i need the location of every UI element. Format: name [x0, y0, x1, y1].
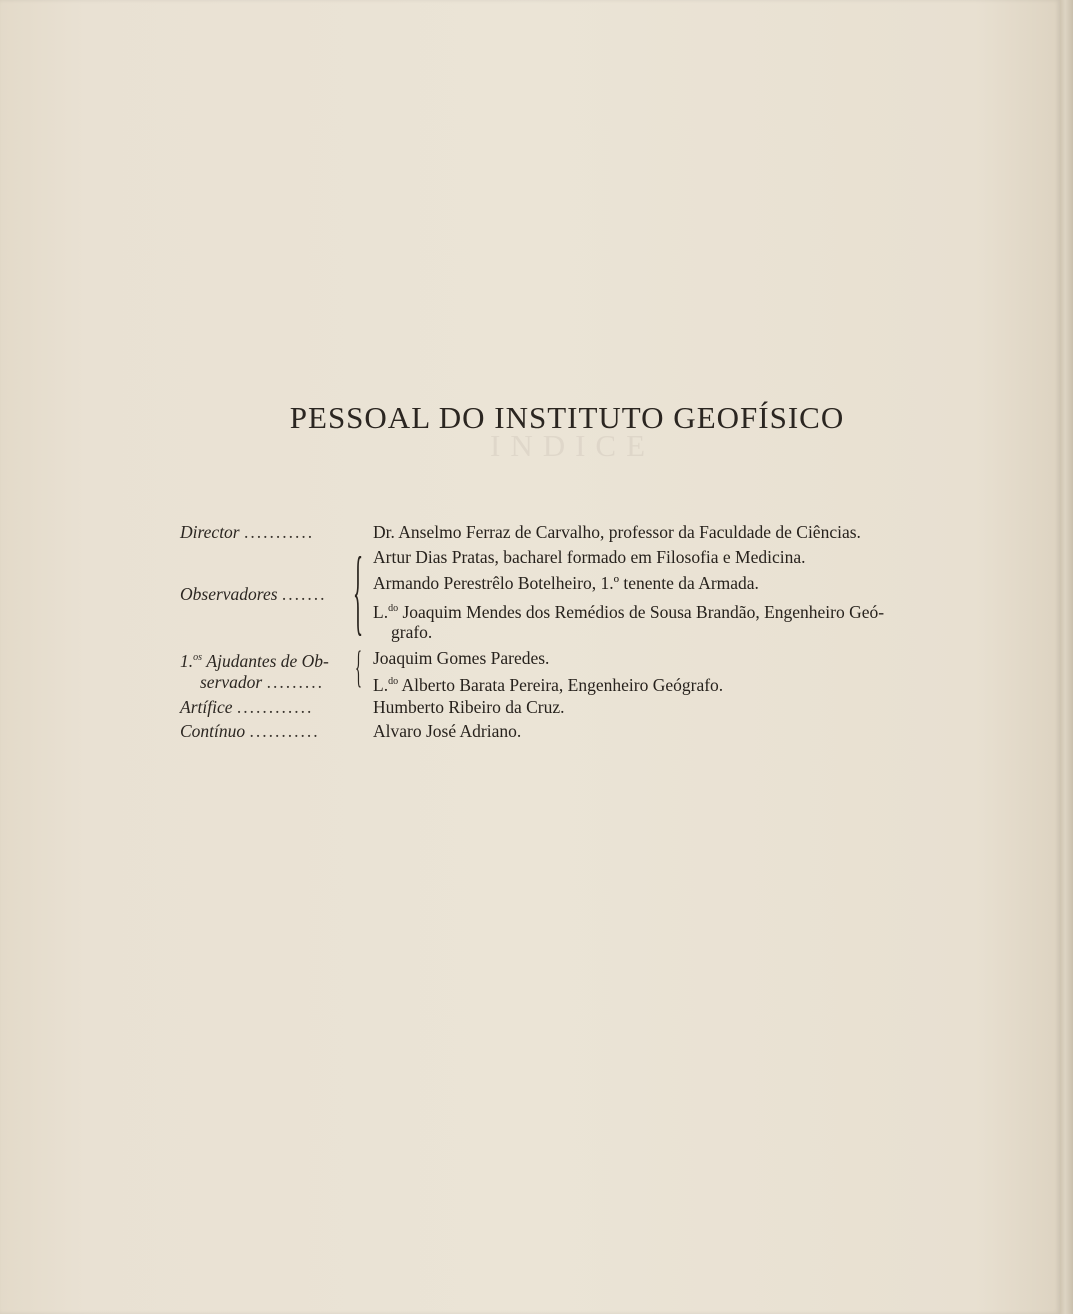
- ajudante-entry-2-prefix: L.: [373, 675, 389, 695]
- observador-entry-3-prefix-sup: do: [388, 603, 399, 614]
- continuo-dots: ...........: [249, 721, 320, 741]
- ajudante-entry-1: Joaquim Gomes Paredes.: [373, 648, 550, 668]
- continuo-label-line: [180, 721, 320, 741]
- observadores-label: Observadores: [180, 584, 278, 604]
- continuo-name: Alvaro José Adriano.: [373, 721, 522, 741]
- page-edge: [1060, 0, 1073, 1314]
- observador-entry-1: Artur Dias Pratas, bacharel formado em Filosofia e Medicina.: [373, 547, 806, 567]
- director-name: Dr. Anselmo Ferraz de Carvalho, professor da Faculdade de Ciências.: [373, 522, 861, 542]
- ajudantes-brace: {: [355, 643, 363, 693]
- page-title: PESSOAL DO INSTITUTO GEOFÍSICO: [289, 400, 845, 435]
- observadores-dots: .......: [281, 584, 327, 604]
- director-label-line: [180, 522, 314, 542]
- ajudante-entry-2-line: [373, 672, 723, 695]
- observador-entry-2: Armando Perestrêlo Botelheiro, 1.º tenente da Armada.: [373, 573, 759, 593]
- observadores-label-line: [180, 584, 327, 604]
- ajudantes-label-num: 1.: [180, 651, 194, 671]
- observador-entry-3-line: [373, 599, 884, 622]
- director-dots: ...........: [244, 522, 315, 542]
- ajudantes-label: Ajudantes de Ob-: [206, 651, 329, 671]
- ajudante-entry-2: Alberto Barata Pereira, Engenheiro Geógrafo.: [401, 675, 724, 695]
- ajudantes-label-cont: servador: [200, 672, 263, 692]
- bleed-through-text: INDICE: [490, 428, 656, 463]
- observador-entry-3-prefix: L.: [373, 602, 389, 622]
- ajudantes-label-line-2: [200, 672, 324, 692]
- observadores-brace: {: [353, 538, 364, 644]
- artifice-label: Artífice: [180, 697, 233, 717]
- ajudantes-label-sup: os: [193, 652, 203, 663]
- ajudante-entry-2-prefix-sup: do: [388, 676, 399, 687]
- artifice-dots: ............: [236, 697, 314, 717]
- ajudantes-label-line-1: [180, 648, 329, 671]
- artifice-name: Humberto Ribeiro da Cruz.: [373, 697, 565, 717]
- observador-entry-3: Joaquim Mendes dos Remédios de Sousa Brandão, Engenheiro Geó-: [402, 602, 885, 622]
- observador-entry-3-continuation: grafo.: [391, 622, 433, 642]
- artifice-label-line: [180, 697, 313, 717]
- director-label: Director: [180, 522, 240, 542]
- ajudantes-dots: .........: [266, 672, 324, 692]
- continuo-label: Contínuo: [180, 721, 246, 741]
